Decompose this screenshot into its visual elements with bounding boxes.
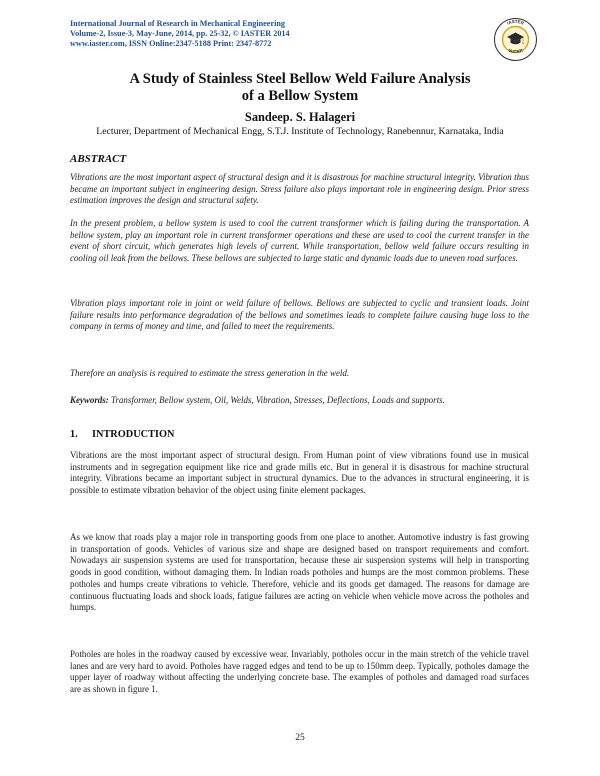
abstract-paragraph: Therefore an analysis is required to estimate the stress generation in the weld. (70, 368, 350, 378)
section-heading (70, 429, 174, 440)
keywords (70, 395, 529, 407)
author-name: Sandeep. S. Halageri (244, 110, 356, 124)
journal-header (70, 19, 450, 50)
iaster-logo (493, 17, 538, 62)
body-paragraph: As we know that roads play a major role in transporting goods from one place to another. Automotive industry is fast growing in transportation of goods. Vehicles of various size and shape are designed based on transport requirements and comfort. Nowadays air suspension systems are used for transportation, because these air suspension systems will help in transporting goods in good condition, without damaging them. In Indian roads potholes and humps are the most common problems. These potholes and humps create vibrations to vehicle. Therefore, vehicle and its goods get damaged. The reasons for damage are continuous fluctuating loads and shock loads, fatigue failures are acting on vehicle when vehicle move across the potholes and humps. (70, 532, 529, 613)
logo-top-text: IASTER (506, 18, 525, 26)
section-number: 1. (70, 429, 78, 440)
abstract-paragraph: Vibrations are the most important aspect of structural design and it is disastrous for machine structural integrity. Vibration thus became an important subject in engineering design. Stress failure also plays important role in engineering design. Prior stress estimation improves the design and structural safety. (70, 172, 529, 206)
title-line-1: A Study of Stainless Steel Bellow Weld Failure Analysis (129, 71, 471, 87)
abstract-heading: ABSTRACT (70, 153, 127, 165)
body-paragraph: Potholes are holes in the roadway caused by excessive wear. Invariably, potholes occur in the main stretch of the vehicle travel lanes and are very hard to avoid. Potholes have ragged edges and tend to be up to 150mm deep. Typically, potholes damage the upper layer of roadway without affecting the underlying concrete base. The examples of potholes and damaged road surfaces are as shown in figure 1. (70, 649, 529, 695)
author-affiliation: Lecturer, Department of Mechanical Engg, S.T.J. Institute of Technology, Ranebennur, Karnataka, India (96, 126, 504, 137)
section-title: INTRODUCTION (92, 429, 175, 440)
title-line-2: of a Bellow System (241, 88, 359, 104)
volume-info: Volume-2, Issue-3, May-June, 2014, pp. 25-32, © IASTER 2014 (70, 29, 290, 39)
logo-bottom-text: IASTER (507, 47, 524, 55)
keywords-list: Transformer, Bellow system, Oil, Welds, Vibration, Stresses, Deflections, Loads and supports. (110, 395, 445, 405)
abstract-paragraph: Vibration plays important role in joint or weld failure of bellows. Bellows are subjected to cyclic and transient loads. Joint failure results into performance degradation of the bellows and sometimes leads to complete failure causing huge loss to the company in terms of money and time, and failed to meet the requirements. (70, 298, 529, 332)
page-number: 25 (295, 733, 305, 743)
paper-title (60, 71, 540, 105)
keywords-label: Keywords: (70, 395, 109, 405)
journal-name: International Journal of Research in Mechanical Engineering (70, 19, 285, 28)
body-paragraph: Vibrations are the most important aspect of structural design. From Human point of view vibrations found use in musical instruments and in segregation equipment like rice and grade mills etc. But in general it is disastrous for machine structural integrity. Vibrations became an important subject in structural dynamics. Due to the advances in structural engineering, it is possible to estimate vibration behavior of the object using finite element packages. (70, 450, 529, 496)
journal-web-issn: www.iaster.com, ISSN Online:2347-5188 Print: 2347-8772 (70, 39, 272, 49)
abstract-paragraph: In the present problem, a bellow system is used to cool the current transformer which is failing during the transportation. A bellow system, play an important role in current transformer operations and these are used to cool the current transfer in the event of short circuit, which generates high levels of current. While transportation, bellow weld failure occurs resulting in cooling oil leak from the bellows. These bellows are subjected to large static and dynamic loads due to uneven road surfaces. (70, 218, 529, 264)
